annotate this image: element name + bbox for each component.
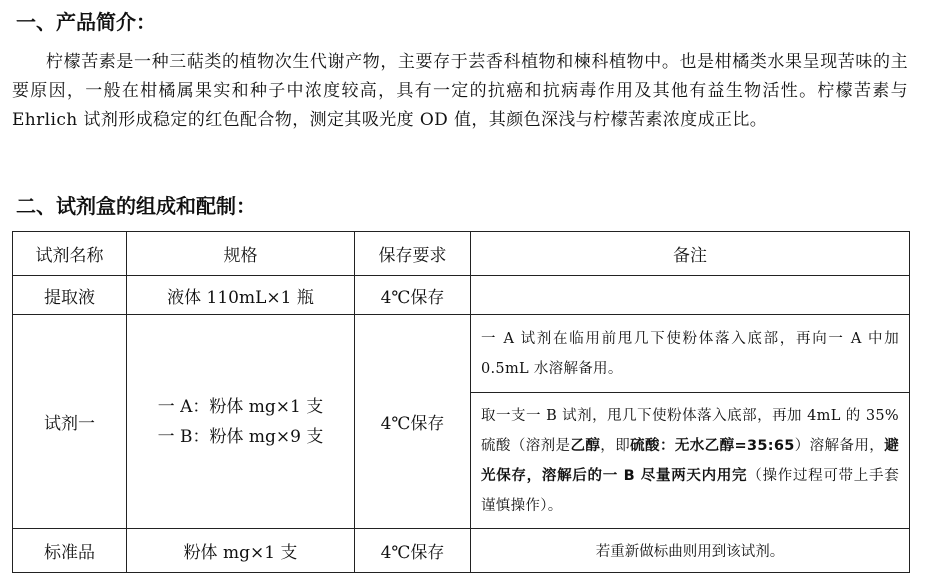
header-name: 试剂名称 <box>13 232 127 276</box>
table-row-reagent1-a <box>13 315 910 393</box>
extract-notes <box>471 276 910 315</box>
table-header-row <box>13 232 910 276</box>
note-b-bold-2: 硫酸：无水乙醇=35:65 <box>630 437 795 454</box>
note-b-text-4: （操作过程可带上手套谨慎操作）。 <box>481 467 899 514</box>
note-b-text-1: 取一支一 B 试剂，甩几下使粉体落入底部，再加 4mL 的 35%硫酸（溶剂是 <box>481 407 899 454</box>
standard-spec: 粉体 mg×1 支 <box>127 529 355 573</box>
extract-storage: 4℃保存 <box>355 276 471 315</box>
reagent1-note-a: 一 A 试剂在临用前甩几下使粉体落入底部，再向一 A 中加 0.5mL 水溶解备用。 <box>471 315 910 393</box>
reagent1-spec-b: 一 B：粉体 mg×9 支 <box>157 426 324 447</box>
table-row-extract <box>13 276 910 315</box>
note-b-text-3: ）溶解备用， <box>794 437 885 454</box>
extract-name: 提取液 <box>13 276 127 315</box>
header-spec: 规格 <box>127 232 355 276</box>
standard-notes: 若重新做标曲则用到该试剂。 <box>471 529 910 573</box>
standard-name: 标准品 <box>13 529 127 573</box>
reagent1-note-b <box>471 393 910 529</box>
extract-spec: 液体 110mL×1 瓶 <box>127 276 355 315</box>
reagent-table <box>12 231 910 573</box>
reagent1-spec-a: 一 A：粉体 mg×1 支 <box>157 396 324 417</box>
note-b-text-2: ，即 <box>600 437 631 454</box>
section-heading-intro: 一、产品简介： <box>16 10 156 34</box>
header-notes: 备注 <box>471 232 910 276</box>
standard-storage: 4℃保存 <box>355 529 471 573</box>
reagent1-storage: 4℃保存 <box>355 315 471 529</box>
header-storage: 保存要求 <box>355 232 471 276</box>
reagent1-name: 试剂一 <box>13 315 127 529</box>
reagent1-spec <box>127 315 355 529</box>
intro-paragraph: 柠檬苦素是一种三萜类的植物次生代谢产物，主要存于芸香科植物和楝科植物中。也是柑橘类水果呈现苦味的主要原因，一般在柑橘属果实和种子中浓度较高，具有一定的抗癌和抗病毒作用及其他有益生物活性。柠檬苦素与 Ehrlich 试剂形成稳定的红色配合物，测定其吸光度 OD 值，其颜色深浅与柠檬苦素浓度成正比。 <box>12 52 908 130</box>
note-b-bold-3: 避光保存，溶解后的一 B 尽量两天内用完 <box>481 437 899 484</box>
note-b-bold-1: 乙醇 <box>570 437 601 454</box>
table-row-standard <box>13 529 910 573</box>
section-heading-kit: 二、试剂盒的组成和配制： <box>16 194 256 218</box>
